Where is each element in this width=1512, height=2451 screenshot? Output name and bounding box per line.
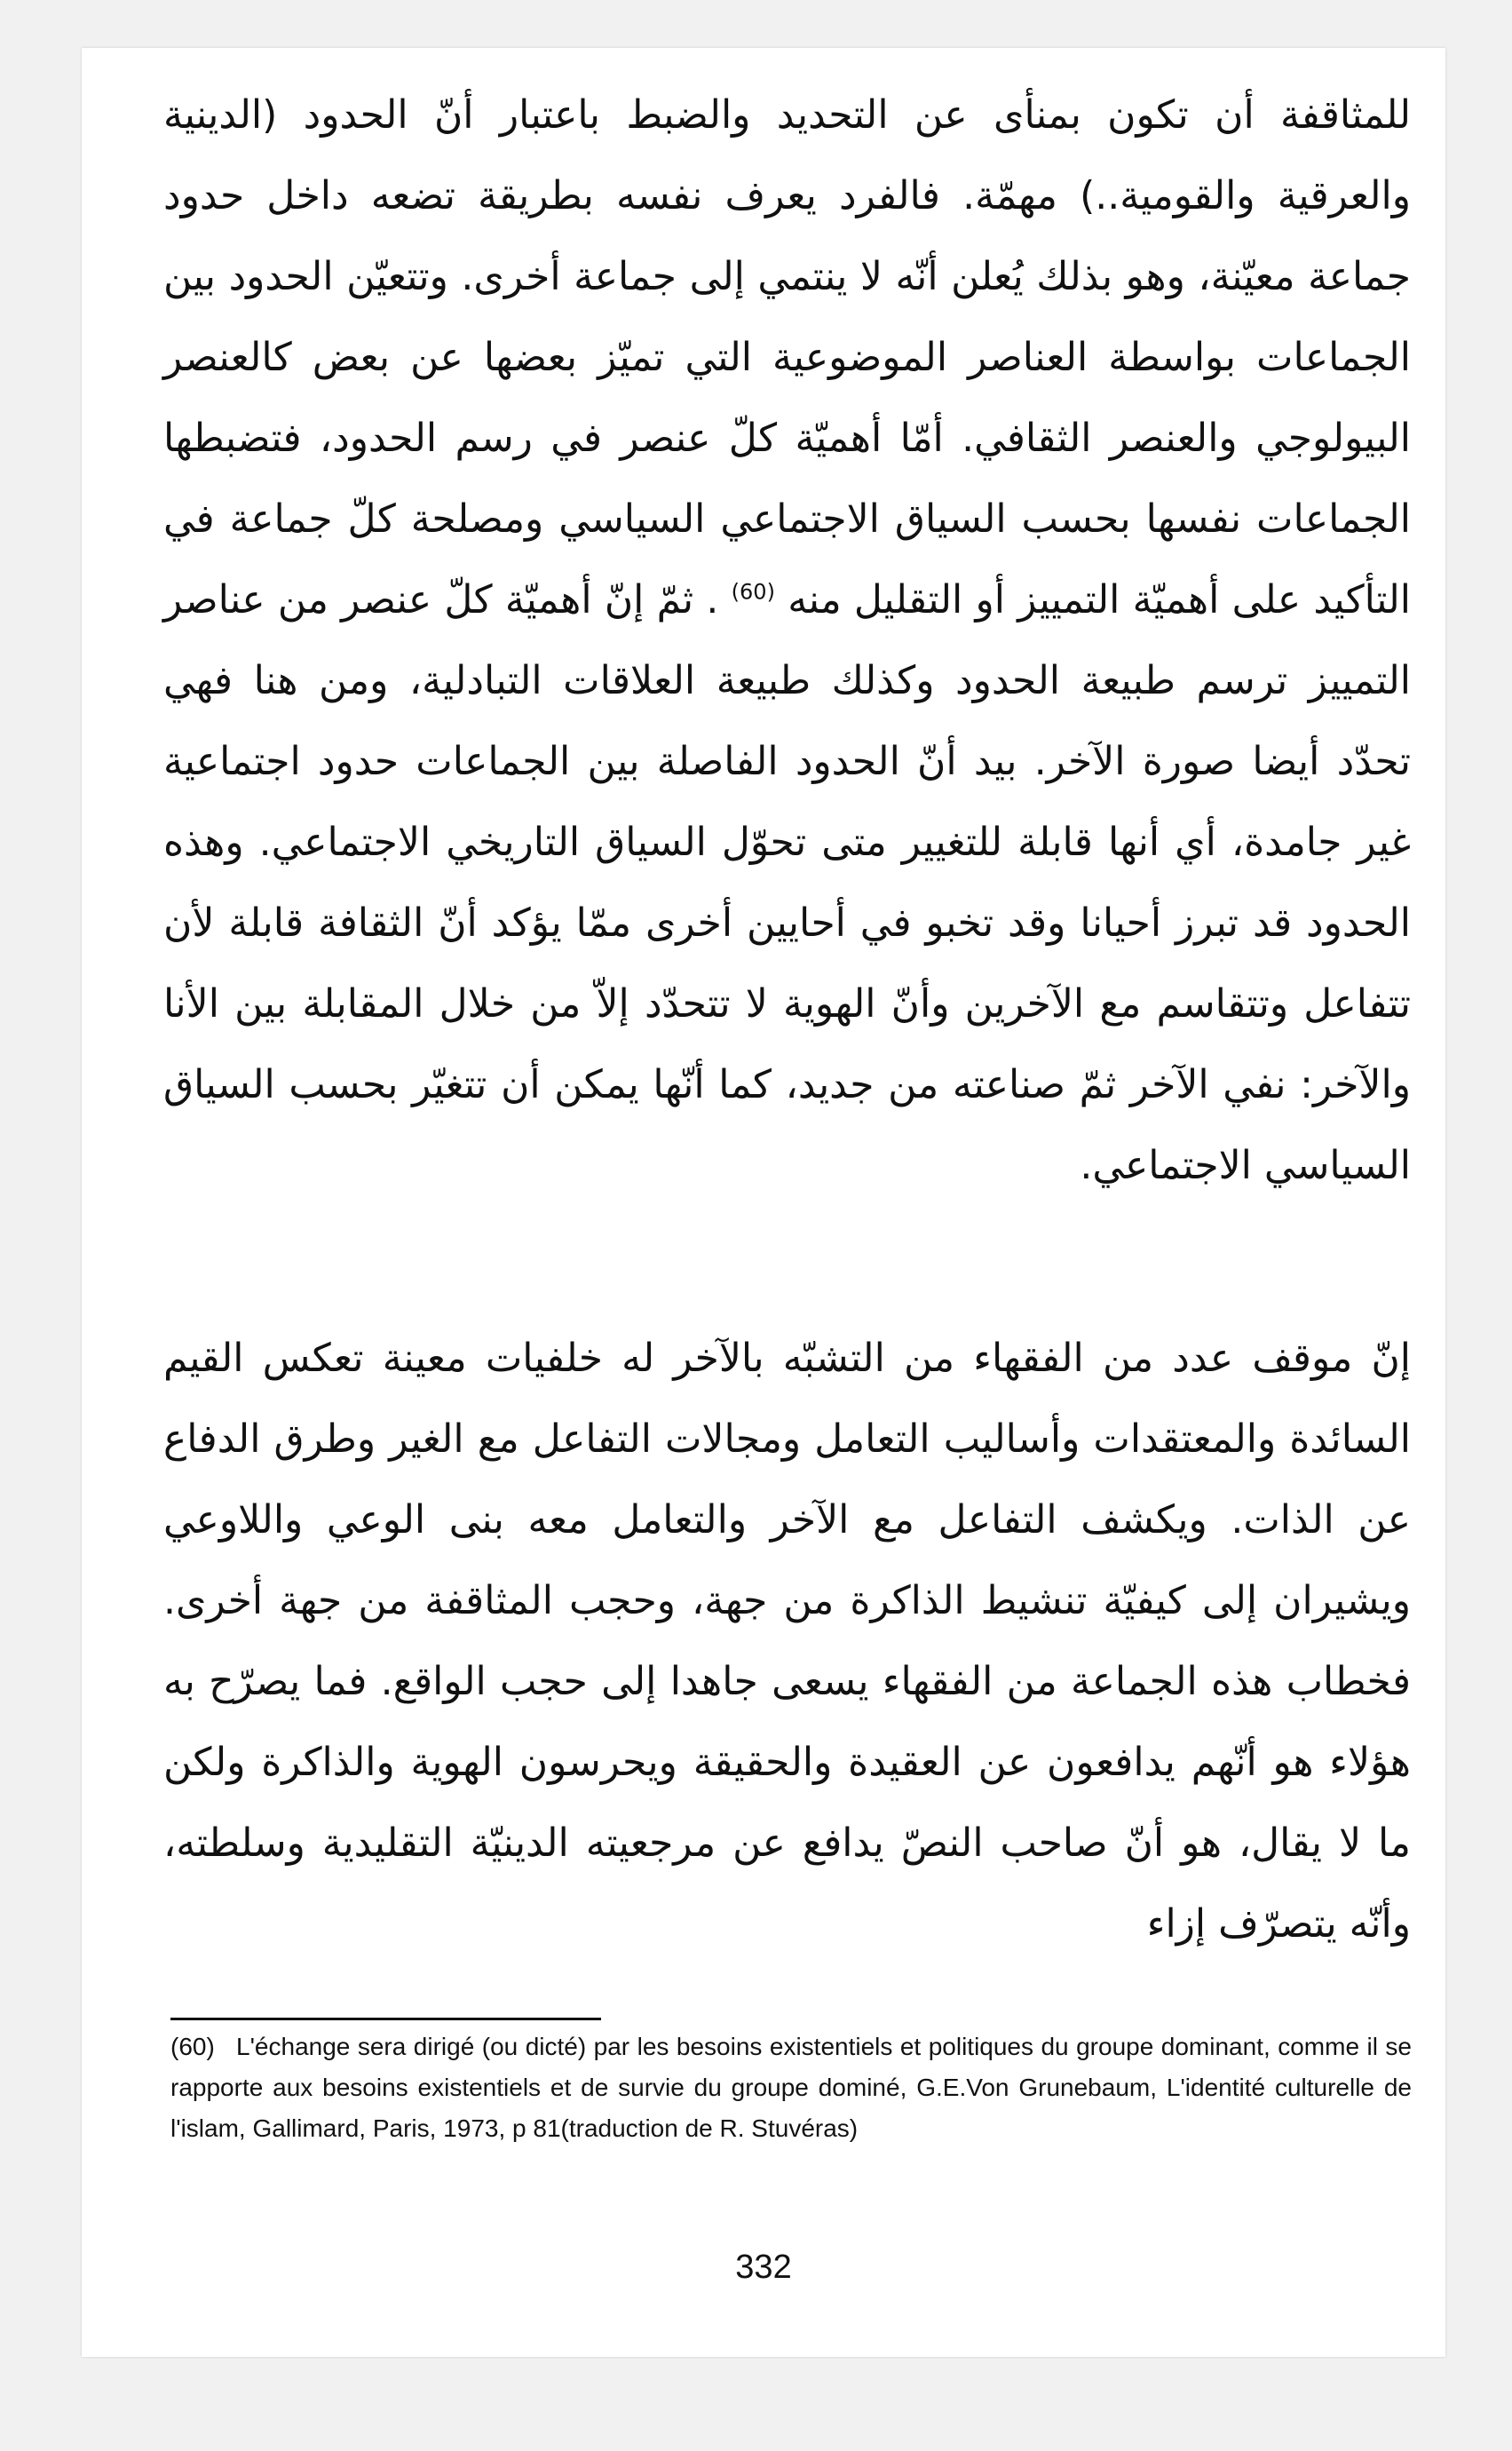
body-paragraph-1 — [163, 75, 1411, 1206]
paragraph-1-text-part-1: للمثاقفة أن تكون بمنأى عن التحديد والضبط باعتبار أنّ الحدود (الدينية والعرقية والقومية..) مهمّة. فالفرد يعرف نفسه بطريقة تضعه داخل حدود جماعة معيّنة، وهو بذلك يُعلن أنّه لا ينتمي إلى جماعة أخرى. وتتعيّن الحدود بين الجماعات بواسطة العناصر الموضوعية التي تميّز بعضها عن بعض كالعنصر البيولوجي والعنصر الثقافي. أمّا أهميّة كلّ عنصر في رسم الحدود، فتضبطها الجماعات نفسها بحسب السياق الاجتماعي السياسي ومصلحة كلّ جماعة في التأكيد على أهميّة التمييز أو التقليل منه — [163, 92, 1411, 623]
paragraph-2-text: إنّ موقف عدد من الفقهاء من التشبّه بالآخر له خلفيات معينة تعكس القيم السائدة والمعتقدات وأساليب التعامل ومجالات التفاعل مع الغير وطرق الدفاع عن الذات. ويكشف التفاعل مع الآخر والتعامل معه بنى الوعي واللاوعي ويشيران إلى كيفيّة تنشيط الذاكرة من جهة، وحجب المثاقفة من جهة أخرى. فخطاب هذه الجماعة من الفقهاء يسعى جاهدا إلى حجب الواقع. فما يصرّح به هؤلاء هو أنّهم يدافعون عن العقيدة والحقيقة ويحرسون الهوية والذاكرة ولكن ما لا يقال، هو أنّ صاحب النصّ يدافع عن مرجعيته الدينيّة التقليدية وسلطته، وأنّه يتصرّف إزاء — [163, 1336, 1411, 1947]
footnote-number: (60) — [170, 2033, 215, 2060]
footnote-reference: (60) — [731, 579, 775, 605]
body-paragraph-2 — [163, 1318, 1411, 1964]
footnote — [170, 2027, 1412, 2149]
footnote-divider — [170, 2018, 601, 2020]
page-number: 332 — [735, 2249, 792, 2286]
paragraph-1-text-part-2: . ثمّ إنّ أهميّة كلّ عنصر من عناصر التمييز ترسم طبيعة الحدود وكذلك طبيعة العلاقات التبادلية، ومن هنا فهي تحدّد أيضا صورة الآخر. بيد أنّ الحدود الفاصلة بين الجماعات حدود اجتماعية غير جامدة، أي أنها قابلة للتغيير متى تحوّل السياق التاريخي الاجتماعي. وهذه الحدود قد تبرز أحيانا وقد تخبو في أحايين أخرى ممّا يؤكد أنّ الثقافة قابلة لأن تتفاعل وتتقاسم مع الآخرين وأنّ الهوية لا تتحدّد إلاّ من خلال المقابلة بين الأنا والآخر: نفي الآخر ثمّ صناعته من جديد، كما أنّها يمكن أن تتغيّر بحسب السياق السياسي الاجتماعي. — [163, 577, 1411, 1188]
footnote-text: L'échange sera dirigé (ou dicté) par les besoins existentiels et politiques du groupe dominant, comme il se rapporte aux besoins existentiels et de survie du groupe dominé, G.E.Von Grunebaum, L'identité culturelle de l'islam, Gallimard, Paris, 1973, p 81(traduction de R. Stuvéras) — [170, 2033, 1412, 2142]
book-page — [82, 48, 1445, 2357]
